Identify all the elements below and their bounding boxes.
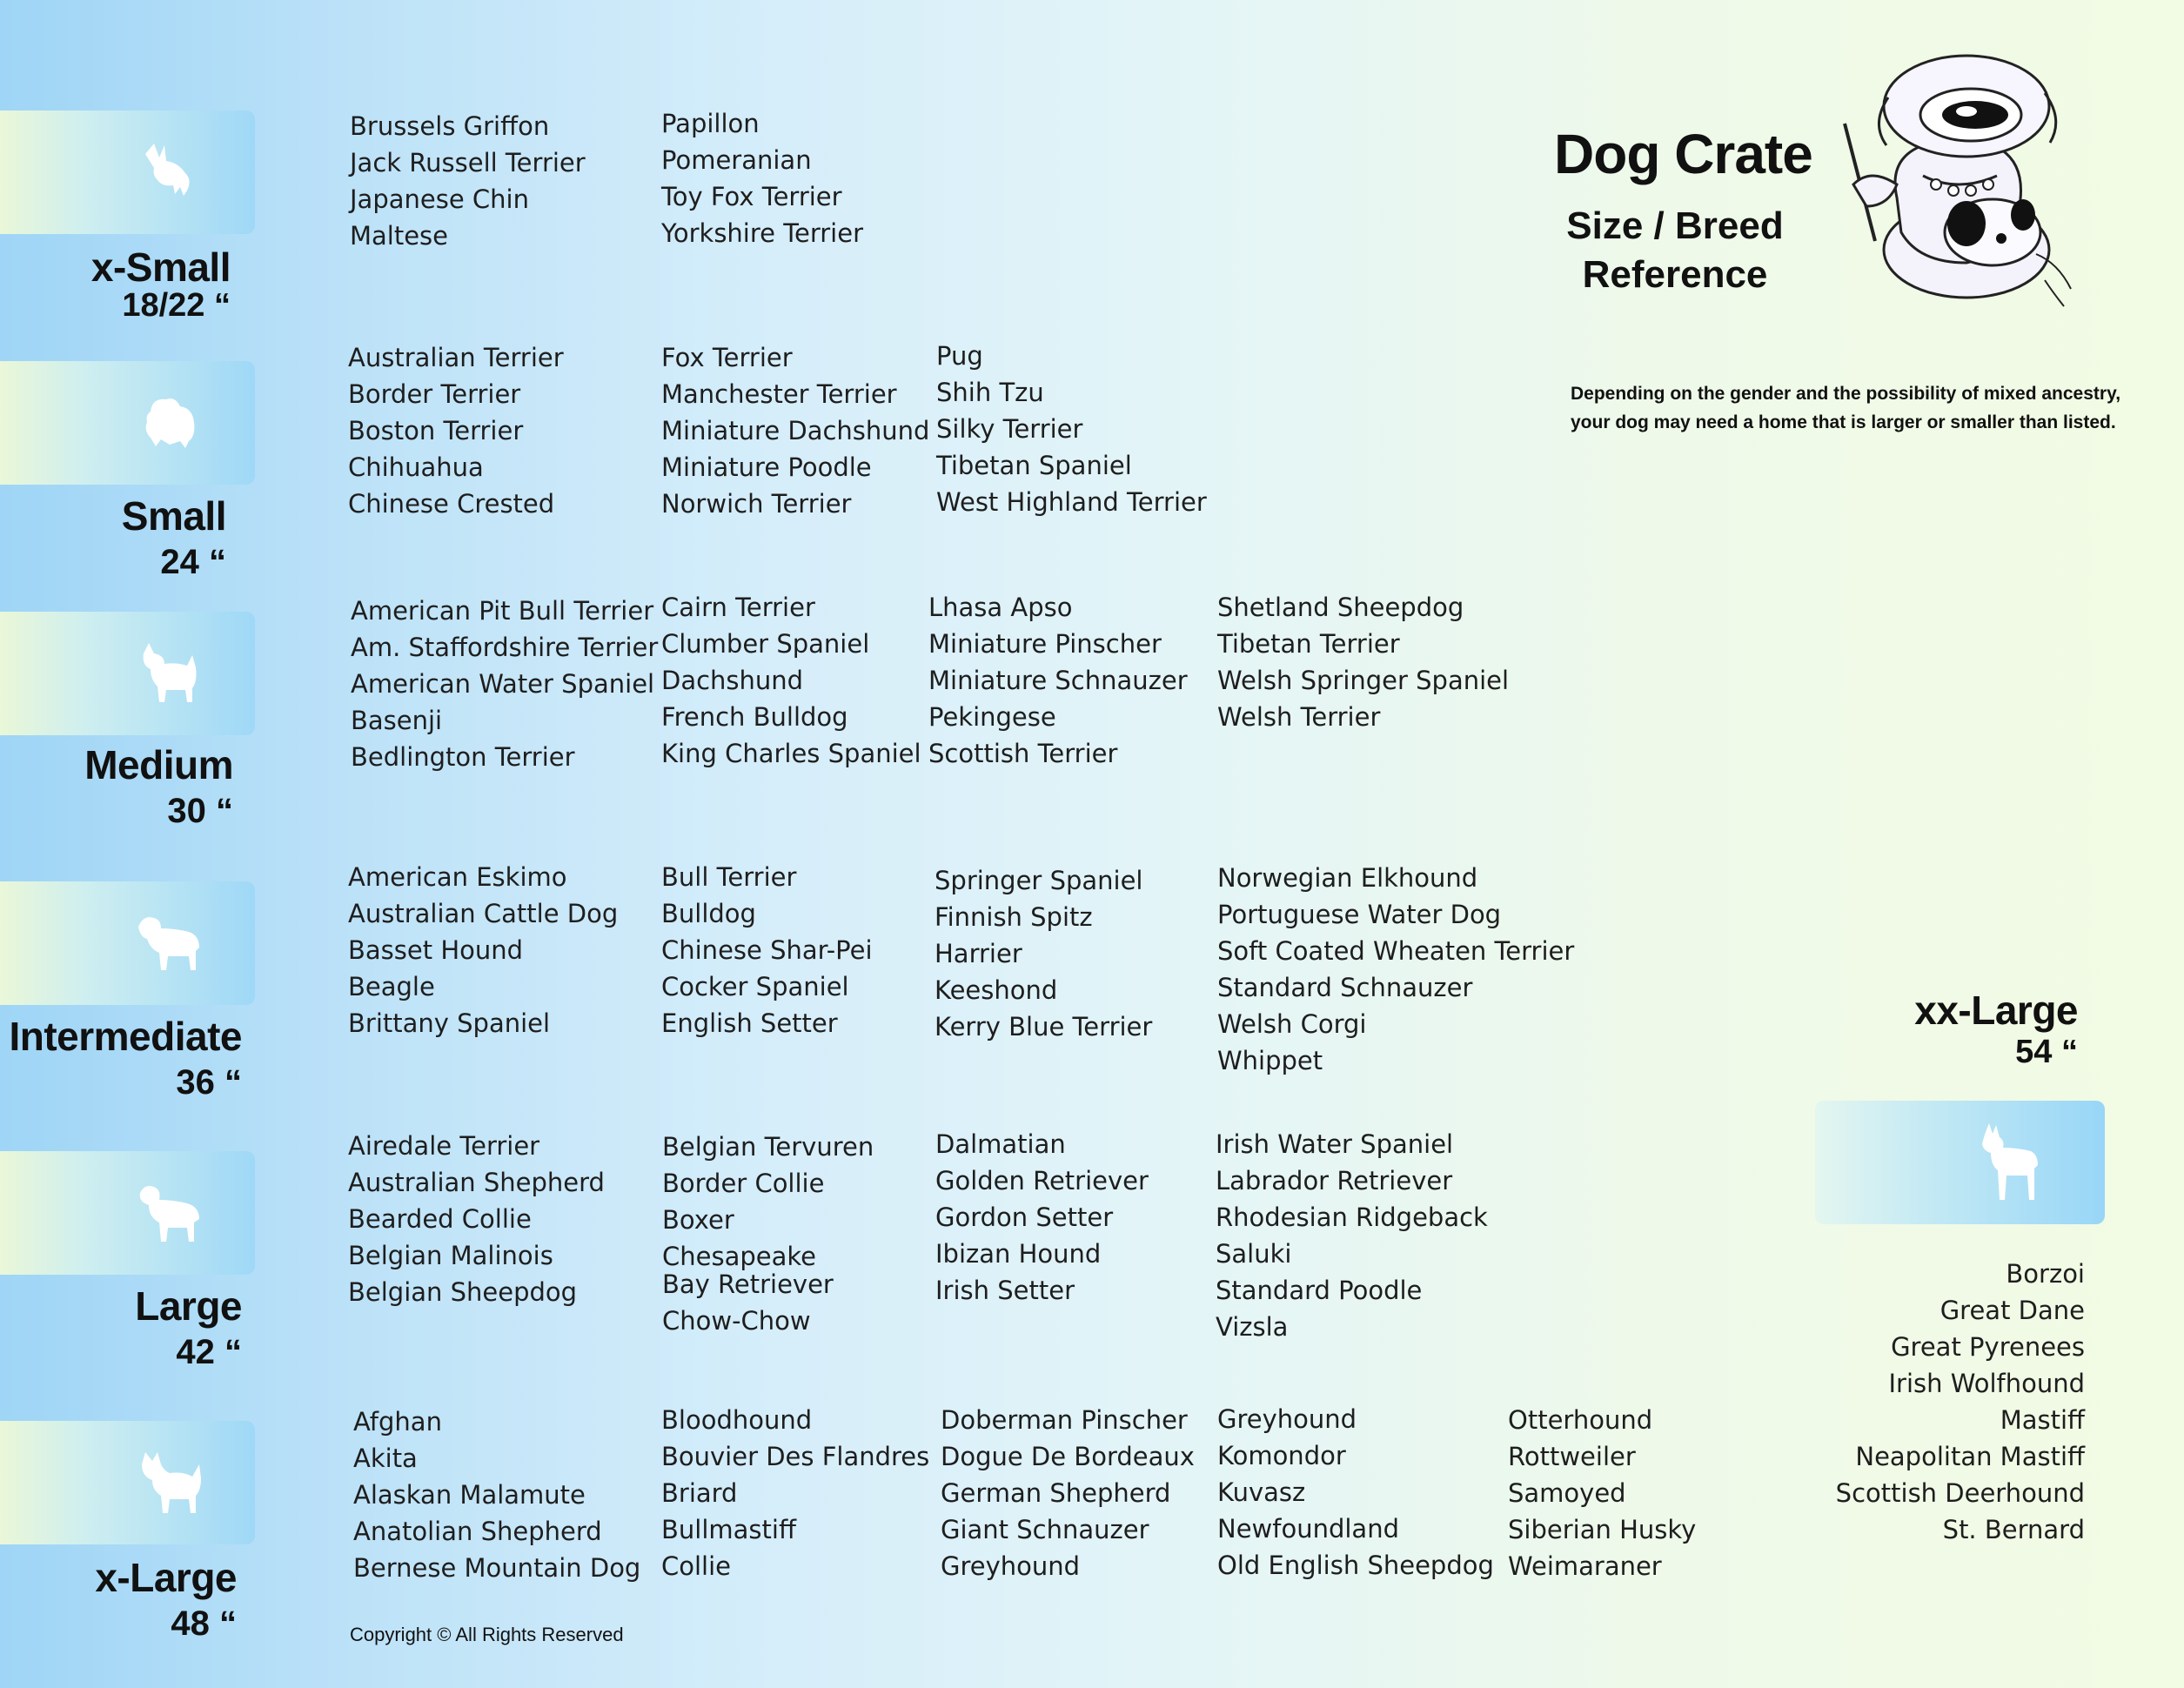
- breed-name: Brussels Griffon: [350, 111, 550, 141]
- breed-name: Portuguese Water Dog: [1217, 900, 1502, 929]
- breed-list-intermediate-col-1: [348, 859, 618, 1042]
- breed-name: Doberman Pinscher: [941, 1405, 1188, 1435]
- breed-name: Belgian Tervuren: [662, 1132, 874, 1162]
- breed-name: Norwich Terrier: [661, 489, 852, 519]
- size-note: [1571, 379, 2120, 437]
- breed-name: Finnish Spitz: [935, 902, 1093, 932]
- breed-name: Miniature Poodle: [661, 452, 872, 482]
- breed-name: Cairn Terrier: [661, 593, 815, 622]
- breed-name: Shetland Sheepdog: [1217, 593, 1464, 622]
- breed-name: Borzoi: [2006, 1259, 2085, 1289]
- breed-list-xx-large: [1836, 1256, 2085, 1548]
- breed-name: Belgian Malinois: [348, 1241, 553, 1270]
- breed-name: Border Terrier: [348, 379, 521, 409]
- breed-name: Neapolitan Mastiff: [1855, 1442, 2085, 1471]
- breed-name: Soft Coated Wheaten Terrier: [1217, 936, 1575, 966]
- breed-name: Labrador Retriever: [1216, 1166, 1453, 1196]
- terrier-silhouette-icon: [135, 638, 204, 707]
- breed-name: Siberian Husky: [1508, 1515, 1697, 1544]
- breed-list-x-large-col-4: [1217, 1401, 1494, 1584]
- breed-name: Beagle: [348, 972, 435, 1001]
- breed-name: Welsh Springer Spaniel: [1217, 666, 1510, 695]
- breed-name: Standard Schnauzer: [1217, 973, 1473, 1002]
- breed-name: Boxer: [662, 1205, 734, 1235]
- breed-name: Silky Terrier: [936, 414, 1083, 444]
- breed-list-small-col-1: [348, 339, 564, 522]
- breed-name: Fox Terrier: [661, 343, 793, 372]
- size-band-large: [0, 1151, 255, 1275]
- breed-name: Bulldog: [661, 899, 756, 928]
- breed-name: Chow-Chow: [662, 1306, 811, 1336]
- breed-name: Australian Terrier: [348, 343, 564, 372]
- breed-name: Kerry Blue Terrier: [935, 1012, 1153, 1042]
- breed-name: Miniature Schnauzer: [928, 666, 1188, 695]
- subtitle-line-2: Reference: [1582, 253, 1768, 296]
- note-line-1: Depending on the gender and the possibility of mixed ancestry,: [1571, 384, 2121, 404]
- size-label-intermediate: Intermediate: [9, 1014, 242, 1059]
- breed-name: English Setter: [661, 1008, 838, 1038]
- breed-name: Pekingese: [928, 702, 1056, 732]
- size-value-large: 42 “: [176, 1333, 242, 1371]
- breed-name: Border Collie: [662, 1169, 825, 1198]
- breed-name: Great Pyrenees: [1891, 1332, 2085, 1362]
- breed-name: St. Bernard: [1942, 1515, 2085, 1544]
- size-band-x-small: [0, 111, 255, 234]
- breed-name: Scottish Deerhound: [1835, 1478, 2085, 1508]
- breed-name: Irish Water Spaniel: [1216, 1129, 1454, 1159]
- breed-name: Springer Spaniel: [935, 866, 1143, 895]
- size-label-x-large: x-Large: [95, 1555, 237, 1600]
- breed-name: Shih Tzu: [936, 378, 1044, 407]
- breed-name: Komondor: [1217, 1441, 1346, 1470]
- breed-name: Japanese Chin: [350, 184, 529, 214]
- sheepdog-mascot-icon: [1836, 45, 2088, 318]
- breed-name: Jack Russell Terrier: [350, 148, 586, 178]
- papillon-silhouette-icon: [135, 137, 204, 206]
- breed-name: Chihuahua: [348, 452, 484, 482]
- breed-name: German Shepherd: [941, 1478, 1171, 1508]
- breed-name: Welsh Corgi: [1217, 1009, 1367, 1039]
- breed-name: Weimaraner: [1508, 1551, 1662, 1581]
- breed-name: West Highland Terrier: [936, 487, 1207, 517]
- size-value-x-large: 48 “: [171, 1604, 237, 1643]
- breed-name: Bull Terrier: [661, 862, 797, 892]
- breed-name: Maltese: [350, 221, 449, 251]
- breed-name: Saluki: [1216, 1239, 1292, 1269]
- breed-name: Miniature Pinscher: [928, 629, 1162, 659]
- breed-name: Chinese Crested: [348, 489, 555, 519]
- breed-name: Welsh Terrier: [1217, 702, 1381, 732]
- breed-name: Bloodhound: [661, 1405, 813, 1435]
- breed-name: French Bulldog: [661, 702, 848, 732]
- breed-name: Yorkshire Terrier: [661, 218, 863, 248]
- breed-name: Papillon: [661, 109, 760, 138]
- breed-name: Australian Shepherd: [348, 1168, 605, 1197]
- breed-name: Collie: [661, 1551, 732, 1581]
- breed-name: Basenji: [351, 706, 443, 735]
- breed-name: Ibizan Hound: [935, 1239, 1102, 1269]
- spaniel-silhouette-icon: [135, 908, 204, 977]
- copyright-notice: Copyright © All Rights Reserved: [350, 1624, 624, 1645]
- breed-name: Manchester Terrier: [661, 379, 897, 409]
- breed-name: Rottweiler: [1508, 1442, 1636, 1471]
- breed-name: Lhasa Apso: [928, 593, 1073, 622]
- breed-name: Boston Terrier: [348, 416, 524, 445]
- breed-name: Mastiff: [2000, 1405, 2085, 1435]
- breed-list-medium-col-3: [928, 589, 1188, 772]
- size-value-x-small: 18/22 “: [122, 287, 231, 324]
- breed-name: Scottish Terrier: [928, 739, 1118, 768]
- breed-list-x-large-col-2: [661, 1402, 929, 1584]
- breed-name: Keeshond: [935, 975, 1058, 1005]
- breed-name: Pomeranian: [661, 145, 812, 175]
- breed-name: Toy Fox Terrier: [661, 182, 842, 211]
- breed-name: Standard Poodle: [1216, 1276, 1423, 1305]
- breed-name: Newfoundland: [1217, 1514, 1399, 1544]
- size-value-small: 24 “: [160, 543, 226, 581]
- breed-name: Samoyed: [1508, 1478, 1626, 1508]
- size-band-x-large: [0, 1421, 255, 1544]
- breed-name: Whippet: [1217, 1046, 1323, 1075]
- breed-list-medium-col-4: [1217, 589, 1509, 735]
- breed-name: Irish Wolfhound: [1888, 1369, 2085, 1398]
- breed-name: Pug: [936, 341, 983, 371]
- breed-name: American Eskimo: [348, 862, 567, 892]
- subtitle-line-1: Size / Breed: [1566, 204, 1784, 247]
- size-label-small: Small: [121, 493, 226, 539]
- breed-name: Belgian Sheepdog: [348, 1277, 578, 1307]
- size-band-xx-large: [1815, 1101, 2105, 1224]
- breed-name: Cocker Spaniel: [661, 972, 849, 1001]
- breed-list-large-col-2: [662, 1129, 874, 1339]
- breed-name: Alaskan Malamute: [353, 1480, 586, 1510]
- breed-name: Bearded Collie: [348, 1204, 532, 1234]
- great-dane-silhouette-icon: [1963, 1118, 2050, 1205]
- size-band-medium: [0, 612, 255, 735]
- breed-list-medium-col-1: [351, 593, 658, 775]
- breed-list-large-col-1: [348, 1128, 605, 1310]
- size-label-x-small: x-Small: [90, 244, 231, 290]
- breed-name: Chesapeake Bay Retriever: [662, 1242, 834, 1299]
- breed-list-x-small-col-1: [350, 108, 586, 254]
- breed-name: Bedlington Terrier: [351, 742, 575, 772]
- size-label-medium: Medium: [84, 742, 233, 787]
- shepherd-silhouette-icon: [135, 1177, 204, 1247]
- breed-list-intermediate-col-4: [1217, 860, 1574, 1079]
- breed-name: Am. Staffordshire Terrier: [351, 633, 659, 662]
- breed-list-x-small-col-2: [661, 105, 863, 251]
- note-line-2: your dog may need a home that is larger or smaller than listed.: [1571, 412, 2116, 432]
- breed-name: Kuvasz: [1217, 1477, 1306, 1507]
- husky-silhouette-icon: [135, 1447, 204, 1517]
- breed-name: Tibetan Spaniel: [936, 451, 1132, 480]
- breed-name: Miniature Dachshund: [661, 416, 930, 445]
- breed-name: Giant Schnauzer: [941, 1515, 1149, 1544]
- breed-name: Bernese Mountain Dog: [353, 1553, 641, 1583]
- breed-list-large-col-4: [1216, 1126, 1488, 1345]
- breed-name: Gordon Setter: [935, 1202, 1114, 1232]
- page-subtitle: [1540, 202, 1810, 299]
- breed-name: Tibetan Terrier: [1217, 629, 1400, 659]
- size-value-xx-large: 54 “: [2015, 1034, 2078, 1070]
- breed-name: Dogue De Bordeaux: [941, 1442, 1195, 1471]
- size-band-intermediate: [0, 881, 255, 1005]
- breed-name: Chinese Shar-Pei: [661, 935, 873, 965]
- breed-name: Briard: [661, 1478, 738, 1508]
- breed-name: Rhodesian Ridgeback: [1216, 1202, 1488, 1232]
- breed-list-small-col-3: [936, 338, 1207, 520]
- breed-name: Akita: [353, 1444, 418, 1473]
- page-title: Dog Crate: [1554, 123, 1812, 185]
- breed-name: Basset Hound: [348, 935, 524, 965]
- breed-list-small-col-2: [661, 339, 929, 522]
- breed-name: Bullmastiff: [661, 1515, 796, 1544]
- breed-name: Bouvier Des Flandres: [661, 1442, 930, 1471]
- breed-name: Golden Retriever: [935, 1166, 1149, 1196]
- breed-name: Irish Setter: [935, 1276, 1075, 1305]
- breed-name: Old English Sheepdog: [1217, 1551, 1494, 1580]
- breed-list-intermediate-col-3: [935, 862, 1152, 1045]
- breed-name: Otterhound: [1508, 1405, 1653, 1435]
- breed-name: Brittany Spaniel: [348, 1008, 551, 1038]
- breed-list-x-large-col-3: [941, 1402, 1195, 1584]
- breed-name: Greyhound: [1217, 1404, 1357, 1434]
- breed-name: Clumber Spaniel: [661, 629, 870, 659]
- breed-list-intermediate-col-2: [661, 859, 873, 1042]
- size-label-xx-large: xx-Large: [1914, 988, 2078, 1033]
- breed-list-large-col-3: [935, 1126, 1149, 1309]
- breed-name: Great Dane: [1939, 1296, 2085, 1325]
- size-band-small: [0, 361, 255, 485]
- breed-name: Anatolian Shepherd: [353, 1517, 602, 1546]
- breed-name: Greyhound: [941, 1551, 1081, 1581]
- size-value-intermediate: 36 “: [176, 1063, 242, 1102]
- breed-name: Vizsla: [1216, 1312, 1289, 1342]
- size-value-medium: 30 “: [167, 792, 233, 830]
- breed-list-medium-col-2: [661, 589, 921, 772]
- breed-name: Dachshund: [661, 666, 804, 695]
- breed-name: Norwegian Elkhound: [1217, 863, 1478, 893]
- breed-list-x-large-col-1: [353, 1403, 640, 1586]
- breed-name: American Pit Bull Terrier: [351, 596, 654, 626]
- breed-name: Airedale Terrier: [348, 1131, 540, 1161]
- breed-name: American Water Spaniel: [351, 669, 655, 699]
- size-label-large: Large: [135, 1283, 242, 1329]
- shih-tzu-silhouette-icon: [135, 387, 204, 457]
- breed-list-x-large-col-5: [1508, 1402, 1696, 1584]
- breed-name: Dalmatian: [935, 1129, 1066, 1159]
- breed-name: King Charles Spaniel: [661, 739, 921, 768]
- breed-name: Harrier: [935, 939, 1022, 968]
- breed-name: Afghan: [353, 1407, 442, 1437]
- breed-name: Australian Cattle Dog: [348, 899, 619, 928]
